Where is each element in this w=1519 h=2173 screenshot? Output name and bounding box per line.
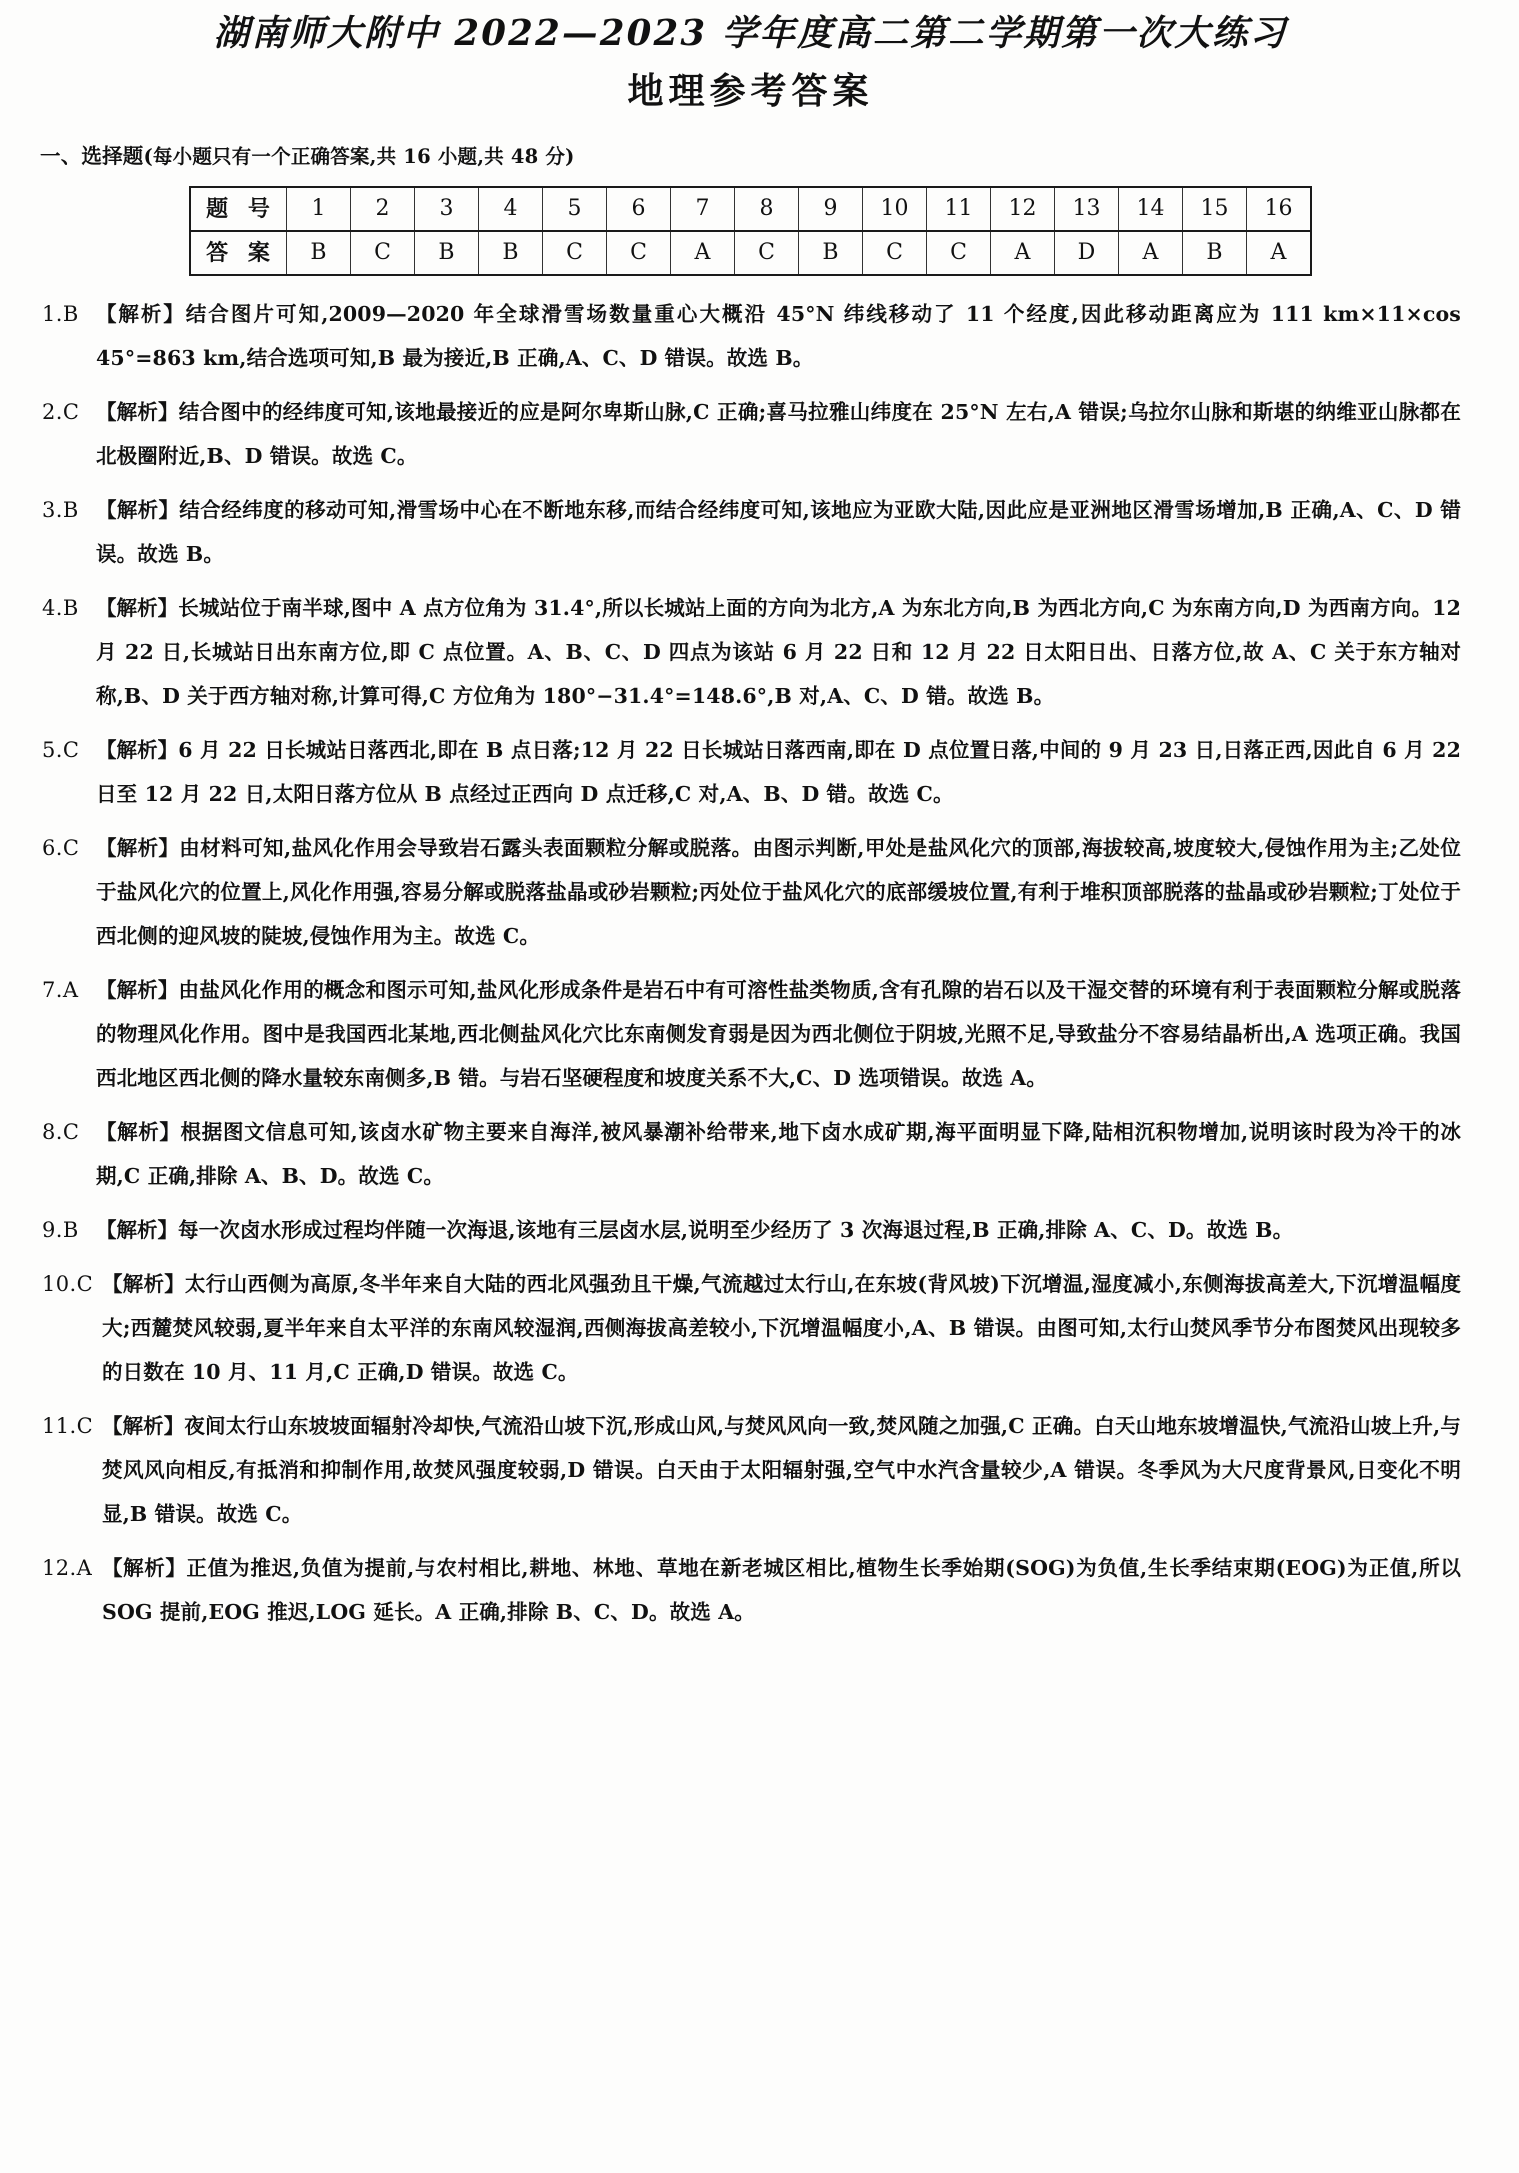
explanation-body-text: 长城站位于南半球,图中 A 点方位角为 31.4°,所以长城站上面的方向为北方,A 为东北方向,B 为西北方向,C 为东南方向,D 为西南方向。12 月 22 日,长城站日出东南方位,即 C 点位置。A、B、C、D 四点为该站 6 月 22 日和 12 月 22 日太阳日出、日落方位,故 A、C 关于东方轴对称,B、D 关于西方轴对称,计算可得,C 方位角为 180°−31.4°=148.6°,B 对,A、C、D 错。故选 B。 xyxy=(96,595,1462,708)
question-number-cell-16: 16 xyxy=(1247,187,1312,231)
question-number-cell-4: 4 xyxy=(479,187,543,231)
answer-cell-6: C xyxy=(607,231,671,275)
answer-cell-12: A xyxy=(991,231,1055,275)
answer-cell-15: B xyxy=(1183,231,1247,275)
explanation-body-text: 每一次卤水形成过程均伴随一次海退,该地有三层卤水层,说明至少经历了 3 次海退过程,B 正确,排除 A、C、D。故选 B。 xyxy=(178,1217,1294,1242)
question-number-cell-10: 10 xyxy=(863,187,927,231)
explanation-number: 9.B xyxy=(42,1217,79,1242)
explanation-number: 3.B xyxy=(42,497,79,522)
question-number-cell-1: 1 xyxy=(287,187,351,231)
explanation-item xyxy=(40,728,1461,816)
answer-cell-16: A xyxy=(1247,231,1312,275)
explanation-number: 11.C xyxy=(42,1413,94,1438)
explanation-item xyxy=(40,1546,1461,1634)
answer-cell-7: A xyxy=(671,231,735,275)
answer-cell-4: B xyxy=(479,231,543,275)
explanation-item xyxy=(40,1208,1461,1252)
answer-cell-2: C xyxy=(351,231,415,275)
section-label: 一、选择题 xyxy=(40,144,144,169)
explanation-text xyxy=(96,586,1461,718)
analysis-tag: 【解析】 xyxy=(96,595,179,620)
explanation-text xyxy=(102,1262,1461,1394)
explanation-item xyxy=(40,1404,1461,1536)
explanation-text xyxy=(102,1546,1461,1634)
explanation-item xyxy=(40,968,1461,1100)
explanation-body-text: 结合图中的经纬度可知,该地最接近的应是阿尔卑斯山脉,C 正确;喜马拉雅山纬度在 25°N 左右,A 错误;乌拉尔山脉和斯堪的纳维亚山脉都在北极圈附近,B、D 错误。故选 C。 xyxy=(96,399,1462,468)
explanation-number: 8.C xyxy=(42,1119,80,1144)
answer-cell-3: B xyxy=(415,231,479,275)
answer-cell-14: A xyxy=(1119,231,1183,275)
section-heading xyxy=(40,141,1461,172)
explanation-text xyxy=(96,488,1461,576)
explanation-text xyxy=(96,826,1461,958)
table-row-answers xyxy=(190,231,1311,275)
answer-cell-5: C xyxy=(543,231,607,275)
analysis-tag: 【解析】 xyxy=(96,1119,181,1144)
row-label-answer: 答 案 xyxy=(190,231,287,275)
explanation-number: 6.C xyxy=(42,835,80,860)
explanation-number: 10.C xyxy=(42,1271,94,1296)
question-number-cell-5: 5 xyxy=(543,187,607,231)
question-number-cell-11: 11 xyxy=(927,187,991,231)
table-row-question-numbers xyxy=(190,187,1311,231)
explanation-text xyxy=(96,1110,1461,1198)
row-label-question: 题 号 xyxy=(190,187,287,231)
explanation-body-text: 太行山西侧为高原,冬半年来自大陆的西北风强劲且干燥,气流越过太行山,在东坡(背风坡)下沉增温,湿度减小,东侧海拔高差大,下沉增温幅度大;西麓焚风较弱,夏半年来自太平洋的东南风较湿润,西侧海拔高差较小,下沉增温幅度小,A、B 错误。由图可知,太行山焚风季节分布图焚风出现较多的日数在 10 月、11 月,C 正确,D 错误。故选 C。 xyxy=(102,1271,1461,1384)
page-title: 湖南师大附中 2022—2023 学年度高二第二学期第一次大练习 xyxy=(213,13,1288,54)
analysis-tag: 【解析】 xyxy=(96,399,179,424)
question-number-cell-3: 3 xyxy=(415,187,479,231)
question-number-cell-15: 15 xyxy=(1183,187,1247,231)
answer-cell-1: B xyxy=(287,231,351,275)
analysis-tag: 【解析】 xyxy=(96,977,179,1002)
explanation-item xyxy=(40,586,1461,718)
explanation-number: 4.B xyxy=(42,595,79,620)
explanation-body-text: 由盐风化作用的概念和图示可知,盐风化形成条件是岩石中有可溶性盐类物质,含有孔隙的岩石以及干湿交替的环境有利于表面颗粒分解或脱落的物理风化作用。图中是我国西北某地,西北侧盐风化穴比东南侧发育弱是因为西北侧位于阴坡,光照不足,导致盐分不容易结晶析出,A 选项正确。我国西北地区西北侧的降水量较东南侧多,B 错。与岩石坚硬程度和坡度关系不大,C、D 选项错误。故选 A。 xyxy=(96,977,1461,1090)
explanation-body-text: 由材料可知,盐风化作用会导致岩石露头表面颗粒分解或脱落。由图示判断,甲处是盐风化穴的顶部,海拔较高,坡度较大,侵蚀作用为主;乙处位于盐风化穴的位置上,风化作用强,容易分解或脱落盐晶或砂岩颗粒;丙处位于盐风化穴的底部缓坡位置,有利于堆积顶部脱落的盐晶或砂岩颗粒;丁处位于西北侧的迎风坡的陡坡,侵蚀作用为主。故选 C。 xyxy=(96,835,1462,948)
analysis-tag: 【解析】 xyxy=(96,737,179,762)
explanation-number: 2.C xyxy=(42,399,80,424)
answer-cell-9: B xyxy=(799,231,863,275)
explanation-text xyxy=(96,292,1461,380)
explanation-item xyxy=(40,1262,1461,1394)
explanation-body-text: 结合图片可知,2009—2020 年全球滑雪场数量重心大概沿 45°N 纬线移动了 11 个经度,因此移动距离应为 111 km×11×cos 45°=863 km,结合选项可知,B 最为接近,B 正确,A、C、D 错误。故选 B。 xyxy=(96,301,1461,370)
analysis-tag: 【解析】 xyxy=(96,1217,178,1242)
explanation-body-text: 结合经纬度的移动可知,滑雪场中心在不断地东移,而结合经纬度可知,该地应为亚欧大陆,因此应是亚洲地区滑雪场增加,B 正确,A、C、D 错误。故选 B。 xyxy=(96,497,1462,566)
explanation-item xyxy=(40,390,1461,478)
answer-cell-11: C xyxy=(927,231,991,275)
question-number-cell-13: 13 xyxy=(1055,187,1119,231)
explanation-body-text: 6 月 22 日长城站日落西北,即在 B 点日落;12 月 22 日长城站日落西南,即在 D 点位置日落,中间的 9 月 23 日,日落正西,因此自 6 月 22 日至 12 月 22 日,太阳日落方位从 B 点经过正西向 D 点迁移,C 对,A、B、D 错。故选 C。 xyxy=(96,737,1462,806)
explanation-number: 7.A xyxy=(42,977,79,1002)
question-number-cell-8: 8 xyxy=(735,187,799,231)
explanation-body-text: 根据图文信息可知,该卤水矿物主要来自海洋,被风暴潮补给带来,地下卤水成矿期,海平面明显下降,陆相沉积物增加,说明该时段为冷干的冰期,C 正确,排除 A、B、D。故选 C。 xyxy=(96,1119,1461,1188)
answer-table xyxy=(189,186,1312,276)
explanation-text xyxy=(96,728,1461,816)
question-number-cell-9: 9 xyxy=(799,187,863,231)
analysis-tag: 【解析】 xyxy=(102,1413,185,1438)
explanation-number: 12.A xyxy=(42,1555,93,1580)
explanation-text xyxy=(96,1208,1461,1252)
explanation-text xyxy=(96,968,1461,1100)
answer-table-container xyxy=(40,186,1461,276)
question-number-cell-2: 2 xyxy=(351,187,415,231)
explanation-item xyxy=(40,826,1461,958)
explanation-item xyxy=(40,292,1461,380)
analysis-tag: 【解析】 xyxy=(96,835,180,860)
page-subtitle: 地理参考答案 xyxy=(627,70,874,113)
answer-cell-10: C xyxy=(863,231,927,275)
explanation-text xyxy=(102,1404,1461,1536)
section-note: (每小题只有一个正确答案,共 16 小题,共 48 分) xyxy=(143,145,575,169)
explanation-item xyxy=(40,488,1461,576)
explanations-list xyxy=(40,292,1461,1634)
answer-cell-13: D xyxy=(1055,231,1119,275)
question-number-cell-6: 6 xyxy=(607,187,671,231)
analysis-tag: 【解析】 xyxy=(96,497,180,522)
question-number-cell-14: 14 xyxy=(1119,187,1183,231)
answer-cell-8: C xyxy=(735,231,799,275)
analysis-tag: 【解析】 xyxy=(96,301,186,326)
question-number-cell-7: 7 xyxy=(671,187,735,231)
explanation-number: 1.B xyxy=(42,301,79,326)
explanation-body-text: 正值为推迟,负值为提前,与农村相比,耕地、林地、草地在新老城区相比,植物生长季始期(SOG)为负值,生长季结束期(EOG)为正值,所以 SOG 提前,EOG 推迟,LOG 延长。A 正确,排除 B、C、D。故选 A。 xyxy=(102,1555,1462,1624)
explanation-number: 5.C xyxy=(42,737,80,762)
explanation-body-text: 夜间太行山东坡坡面辐射冷却快,气流沿山坡下沉,形成山风,与焚风风向一致,焚风随之加强,C 正确。白天山地东坡增温快,气流沿山坡上升,与焚风风向相反,有抵消和抑制作用,故焚风强度较弱,D 错误。白天由于太阳辐射强,空气中水汽含量较少,A 错误。冬季风为大尺度背景风,日变化不明显,B 错误。故选 C。 xyxy=(102,1413,1462,1526)
explanation-text xyxy=(96,390,1461,478)
question-number-cell-12: 12 xyxy=(991,187,1055,231)
analysis-tag: 【解析】 xyxy=(102,1271,185,1296)
analysis-tag: 【解析】 xyxy=(102,1555,187,1580)
explanation-item xyxy=(40,1110,1461,1198)
